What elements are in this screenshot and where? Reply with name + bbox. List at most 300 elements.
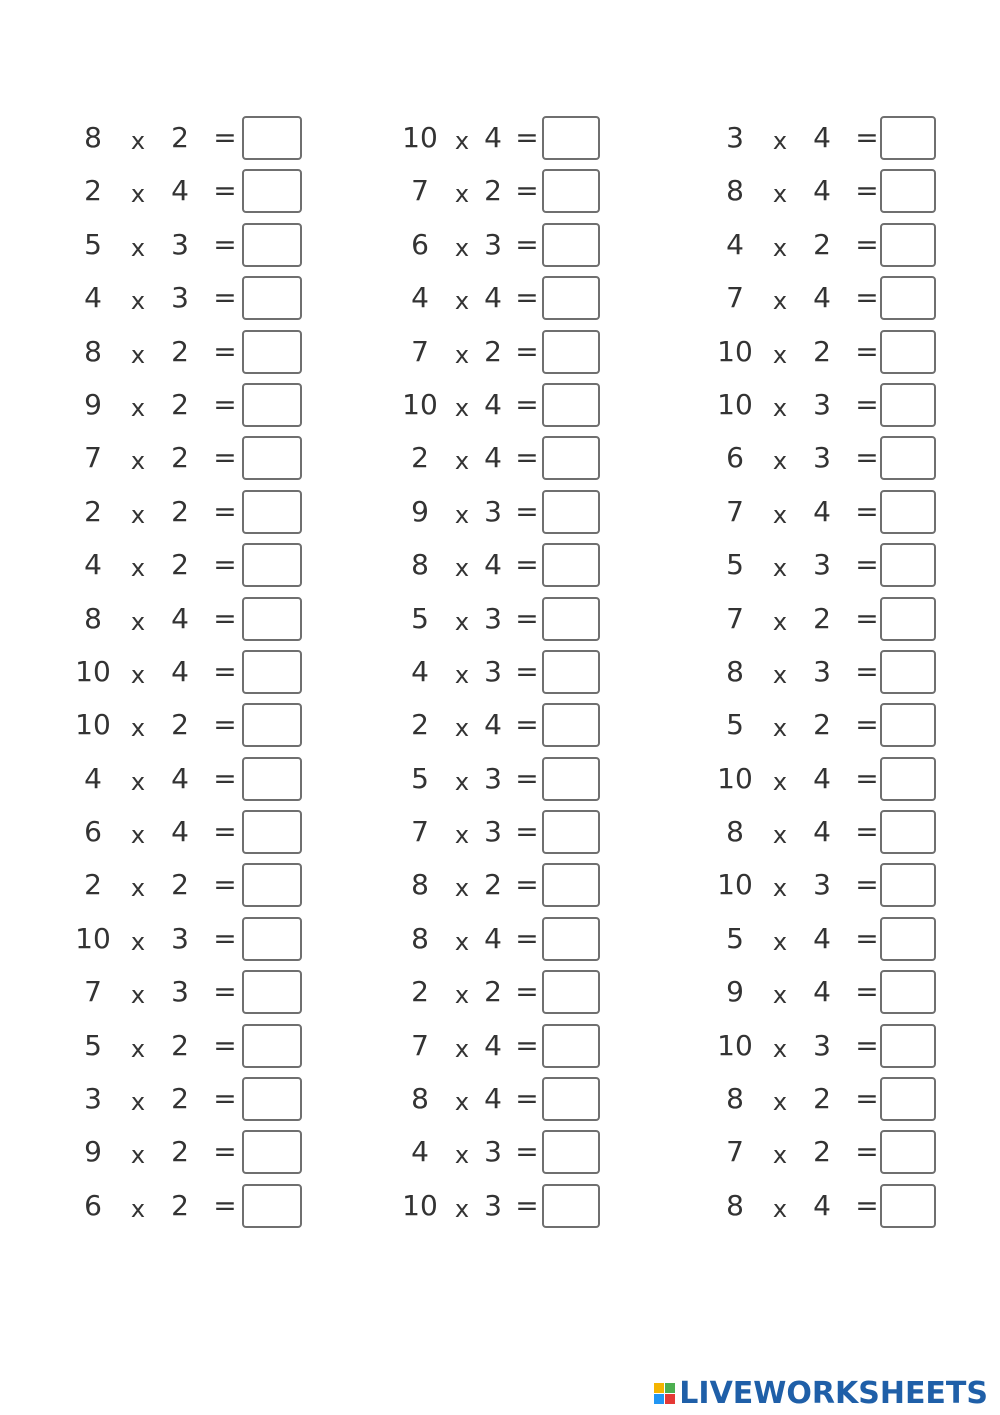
multiply-sign: x xyxy=(772,1141,788,1170)
multiply-sign: x xyxy=(772,447,788,476)
equation-row xyxy=(60,595,320,648)
equals-sign: = xyxy=(855,174,879,208)
first-factor: 10 xyxy=(717,761,753,795)
first-factor: 10 xyxy=(717,868,753,902)
first-factor: 5 xyxy=(84,1028,102,1062)
answer-input[interactable] xyxy=(242,383,302,427)
answer-input[interactable] xyxy=(242,650,302,694)
equals-sign: = xyxy=(515,1082,539,1116)
answer-input[interactable] xyxy=(242,330,302,374)
first-factor: 7 xyxy=(84,975,102,1009)
multiply-sign: x xyxy=(130,874,146,903)
second-factor: 4 xyxy=(171,601,189,635)
answer-input[interactable] xyxy=(542,1077,600,1121)
multiply-sign: x xyxy=(772,1034,788,1063)
second-factor: 2 xyxy=(813,1082,831,1116)
second-factor: 4 xyxy=(813,1188,831,1222)
first-factor: 5 xyxy=(726,548,744,582)
equals-sign: = xyxy=(855,121,879,154)
equation-row xyxy=(390,1182,650,1235)
equation-row xyxy=(390,968,650,1021)
equals-sign: = xyxy=(213,174,237,208)
equals-sign: = xyxy=(213,441,237,475)
multiply-sign: x xyxy=(454,180,470,209)
equals-sign: = xyxy=(515,1135,539,1169)
second-factor: 2 xyxy=(171,494,189,528)
multiply-sign: x xyxy=(130,393,146,422)
equals-sign: = xyxy=(515,868,539,902)
first-factor: 9 xyxy=(411,494,429,528)
first-factor: 8 xyxy=(411,921,429,955)
first-factor: 9 xyxy=(84,387,102,421)
equation-row xyxy=(390,167,650,220)
multiply-sign: x xyxy=(454,607,470,636)
equation-row xyxy=(702,915,962,968)
second-factor: 2 xyxy=(171,334,189,368)
second-factor: 4 xyxy=(484,921,502,955)
multiply-sign: x xyxy=(130,821,146,850)
multiply-sign: x xyxy=(772,767,788,796)
answer-input[interactable] xyxy=(242,1024,302,1068)
answer-input[interactable] xyxy=(542,597,600,641)
equals-sign: = xyxy=(213,227,237,261)
first-factor: 8 xyxy=(84,121,102,154)
multiply-sign: x xyxy=(130,287,146,316)
first-factor: 2 xyxy=(411,975,429,1009)
equals-sign: = xyxy=(213,1028,237,1062)
first-factor: 2 xyxy=(411,441,429,475)
logo-square xyxy=(654,1383,664,1393)
equals-sign: = xyxy=(213,601,237,635)
column-1 xyxy=(60,114,320,1235)
multiply-sign: x xyxy=(772,340,788,369)
answer-input[interactable] xyxy=(542,703,600,747)
equals-sign: = xyxy=(515,174,539,208)
multiply-sign: x xyxy=(454,554,470,583)
second-factor: 4 xyxy=(813,281,831,315)
equals-sign: = xyxy=(515,815,539,849)
equals-sign: = xyxy=(855,334,879,368)
answer-input[interactable] xyxy=(242,597,302,641)
second-factor: 4 xyxy=(171,174,189,208)
equation-row xyxy=(60,968,320,1021)
multiply-sign: x xyxy=(130,340,146,369)
column-2 xyxy=(390,114,650,1235)
answer-input[interactable] xyxy=(542,863,600,907)
answer-input[interactable] xyxy=(880,383,936,427)
answer-input[interactable] xyxy=(880,703,936,747)
equals-sign: = xyxy=(213,868,237,902)
second-factor: 3 xyxy=(171,227,189,261)
equation-row xyxy=(60,861,320,914)
second-factor: 3 xyxy=(171,975,189,1009)
answer-input[interactable] xyxy=(880,1130,936,1174)
second-factor: 2 xyxy=(813,227,831,261)
multiply-sign: x xyxy=(454,1034,470,1063)
second-factor: 3 xyxy=(171,281,189,315)
first-factor: 5 xyxy=(411,761,429,795)
multiply-sign: x xyxy=(454,500,470,529)
equation-row xyxy=(60,328,320,381)
second-factor: 2 xyxy=(171,868,189,902)
multiply-sign: x xyxy=(130,1141,146,1170)
equation-row xyxy=(702,755,962,808)
equals-sign: = xyxy=(855,441,879,475)
second-factor: 2 xyxy=(484,975,502,1009)
answer-input[interactable] xyxy=(242,810,302,854)
second-factor: 2 xyxy=(171,708,189,742)
answer-input[interactable] xyxy=(542,490,600,534)
equation-row xyxy=(60,1128,320,1181)
multiply-sign: x xyxy=(454,714,470,743)
first-factor: 8 xyxy=(84,334,102,368)
second-factor: 4 xyxy=(484,1028,502,1062)
answer-input[interactable] xyxy=(242,169,302,213)
answer-input[interactable] xyxy=(242,490,302,534)
answer-input[interactable] xyxy=(542,650,600,694)
multiply-sign: x xyxy=(454,340,470,369)
answer-input[interactable] xyxy=(542,1184,600,1228)
equals-sign: = xyxy=(515,708,539,742)
answer-input[interactable] xyxy=(542,757,600,801)
answer-input[interactable] xyxy=(880,810,936,854)
equals-sign: = xyxy=(213,387,237,421)
answer-input[interactable] xyxy=(880,116,936,160)
second-factor: 2 xyxy=(813,708,831,742)
second-factor: 3 xyxy=(484,1135,502,1169)
equation-row xyxy=(60,221,320,274)
second-factor: 2 xyxy=(484,334,502,368)
equation-row xyxy=(702,595,962,648)
answer-input[interactable] xyxy=(542,1024,600,1068)
equals-sign: = xyxy=(855,1188,879,1222)
multiply-sign: x xyxy=(130,1194,146,1223)
answer-input[interactable] xyxy=(542,383,600,427)
answer-input[interactable] xyxy=(542,970,600,1014)
answer-input[interactable] xyxy=(242,703,302,747)
equation-row xyxy=(60,1182,320,1235)
multiply-sign: x xyxy=(130,554,146,583)
answer-input[interactable] xyxy=(880,1024,936,1068)
multiply-sign: x xyxy=(772,821,788,850)
equation-row xyxy=(390,595,650,648)
second-factor: 3 xyxy=(813,441,831,475)
second-factor: 4 xyxy=(171,815,189,849)
equation-row xyxy=(702,1022,962,1075)
first-factor: 9 xyxy=(84,1135,102,1169)
multiply-sign: x xyxy=(130,180,146,209)
second-factor: 3 xyxy=(484,815,502,849)
first-factor: 6 xyxy=(84,815,102,849)
multiply-sign: x xyxy=(454,981,470,1010)
first-factor: 10 xyxy=(75,708,111,742)
multiply-sign: x xyxy=(454,767,470,796)
multiply-sign: x xyxy=(454,874,470,903)
first-factor: 10 xyxy=(402,121,438,154)
equals-sign: = xyxy=(855,868,879,902)
equation-row xyxy=(60,915,320,968)
first-factor: 10 xyxy=(75,921,111,955)
answer-input[interactable] xyxy=(242,757,302,801)
equation-row xyxy=(390,221,650,274)
equation-row xyxy=(390,808,650,861)
answer-input[interactable] xyxy=(542,917,600,961)
equals-sign: = xyxy=(855,975,879,1009)
equation-row xyxy=(60,434,320,487)
second-factor: 2 xyxy=(171,1135,189,1169)
answer-input[interactable] xyxy=(880,1077,936,1121)
multiply-sign: x xyxy=(130,927,146,956)
answer-input[interactable] xyxy=(880,490,936,534)
answer-input[interactable] xyxy=(242,543,302,587)
answer-input[interactable] xyxy=(242,1130,302,1174)
second-factor: 3 xyxy=(484,1188,502,1222)
equation-row xyxy=(702,328,962,381)
second-factor: 4 xyxy=(813,975,831,1009)
equals-sign: = xyxy=(855,548,879,582)
first-factor: 4 xyxy=(84,281,102,315)
answer-input[interactable] xyxy=(542,436,600,480)
equals-sign: = xyxy=(855,921,879,955)
answer-input[interactable] xyxy=(542,116,600,160)
multiply-sign: x xyxy=(772,233,788,262)
equals-sign: = xyxy=(213,921,237,955)
first-factor: 8 xyxy=(726,815,744,849)
equals-sign: = xyxy=(855,708,879,742)
first-factor: 7 xyxy=(411,815,429,849)
first-factor: 3 xyxy=(84,1082,102,1116)
equals-sign: = xyxy=(515,494,539,528)
equals-sign: = xyxy=(515,1028,539,1062)
first-factor: 8 xyxy=(726,1082,744,1116)
first-factor: 5 xyxy=(84,227,102,261)
equation-row xyxy=(702,1182,962,1235)
answer-input[interactable] xyxy=(242,917,302,961)
second-factor: 3 xyxy=(813,387,831,421)
answer-input[interactable] xyxy=(880,223,936,267)
second-factor: 4 xyxy=(484,441,502,475)
equals-sign: = xyxy=(855,1082,879,1116)
first-factor: 7 xyxy=(726,1135,744,1169)
equals-sign: = xyxy=(515,121,539,154)
equals-sign: = xyxy=(855,494,879,528)
liveworksheets-branding[interactable] xyxy=(654,1376,988,1411)
first-factor: 7 xyxy=(411,174,429,208)
equation-row xyxy=(390,381,650,434)
first-factor: 4 xyxy=(84,761,102,795)
equation-row xyxy=(390,1128,650,1181)
equation-row xyxy=(702,968,962,1021)
first-factor: 2 xyxy=(84,868,102,902)
equals-sign: = xyxy=(515,761,539,795)
second-factor: 4 xyxy=(171,761,189,795)
equation-row xyxy=(60,808,320,861)
multiply-sign: x xyxy=(130,127,146,155)
answer-input[interactable] xyxy=(542,223,600,267)
answer-input[interactable] xyxy=(542,330,600,374)
second-factor: 2 xyxy=(171,1028,189,1062)
multiply-sign: x xyxy=(454,233,470,262)
second-factor: 2 xyxy=(171,387,189,421)
equals-sign: = xyxy=(213,1135,237,1169)
equals-sign: = xyxy=(213,281,237,315)
equals-sign: = xyxy=(515,281,539,315)
second-factor: 3 xyxy=(813,1028,831,1062)
answer-input[interactable] xyxy=(880,597,936,641)
equals-sign: = xyxy=(515,334,539,368)
second-factor: 2 xyxy=(484,174,502,208)
multiply-sign: x xyxy=(772,287,788,316)
multiply-sign: x xyxy=(130,1034,146,1063)
multiply-sign: x xyxy=(130,981,146,1010)
equals-sign: = xyxy=(213,654,237,688)
multiply-sign: x xyxy=(454,393,470,422)
multiply-sign: x xyxy=(772,874,788,903)
first-factor: 7 xyxy=(84,441,102,475)
equation-row xyxy=(702,488,962,541)
answer-input[interactable] xyxy=(242,223,302,267)
answer-input[interactable] xyxy=(542,169,600,213)
equation-row xyxy=(60,541,320,594)
equation-row xyxy=(702,221,962,274)
first-factor: 4 xyxy=(411,281,429,315)
equation-row xyxy=(390,701,650,754)
multiply-sign: x xyxy=(772,981,788,1010)
first-factor: 8 xyxy=(84,601,102,635)
first-factor: 5 xyxy=(726,708,744,742)
equation-row xyxy=(60,488,320,541)
answer-input[interactable] xyxy=(880,650,936,694)
equals-sign: = xyxy=(213,334,237,368)
second-factor: 3 xyxy=(484,601,502,635)
equals-sign: = xyxy=(213,708,237,742)
multiply-sign: x xyxy=(130,607,146,636)
first-factor: 7 xyxy=(726,601,744,635)
first-factor: 8 xyxy=(411,868,429,902)
multiply-sign: x xyxy=(454,660,470,689)
multiply-sign: x xyxy=(772,660,788,689)
liveworksheets-logo-icon xyxy=(654,1383,675,1404)
equals-sign: = xyxy=(855,387,879,421)
multiply-sign: x xyxy=(454,447,470,476)
logo-square xyxy=(665,1394,675,1404)
second-factor: 4 xyxy=(484,281,502,315)
equation-row xyxy=(390,915,650,968)
answer-input[interactable] xyxy=(242,970,302,1014)
equation-row xyxy=(60,1075,320,1128)
answer-input[interactable] xyxy=(880,169,936,213)
multiply-sign: x xyxy=(772,393,788,422)
equals-sign: = xyxy=(213,975,237,1009)
equation-row xyxy=(702,274,962,327)
answer-input[interactable] xyxy=(242,276,302,320)
answer-input[interactable] xyxy=(542,276,600,320)
answer-input[interactable] xyxy=(880,757,936,801)
equals-sign: = xyxy=(213,121,237,154)
first-factor: 4 xyxy=(84,548,102,582)
answer-input[interactable] xyxy=(242,863,302,907)
answer-input[interactable] xyxy=(880,917,936,961)
first-factor: 10 xyxy=(717,334,753,368)
multiply-sign: x xyxy=(454,1088,470,1117)
equation-row xyxy=(702,381,962,434)
answer-input[interactable] xyxy=(542,543,600,587)
equation-row xyxy=(702,648,962,701)
answer-input[interactable] xyxy=(880,1184,936,1228)
first-factor: 2 xyxy=(84,494,102,528)
equals-sign: = xyxy=(855,227,879,261)
equation-row xyxy=(60,1022,320,1075)
multiply-sign: x xyxy=(772,714,788,743)
second-factor: 2 xyxy=(813,334,831,368)
second-factor: 4 xyxy=(813,174,831,208)
equation-row xyxy=(390,114,650,167)
second-factor: 4 xyxy=(813,121,831,154)
answer-input[interactable] xyxy=(880,863,936,907)
second-factor: 4 xyxy=(484,387,502,421)
answer-input[interactable] xyxy=(242,116,302,160)
first-factor: 7 xyxy=(726,494,744,528)
equals-sign: = xyxy=(515,227,539,261)
answer-input[interactable] xyxy=(880,276,936,320)
answer-input[interactable] xyxy=(242,436,302,480)
answer-input[interactable] xyxy=(880,330,936,374)
second-factor: 3 xyxy=(484,494,502,528)
second-factor: 4 xyxy=(171,654,189,688)
first-factor: 8 xyxy=(726,1188,744,1222)
second-factor: 2 xyxy=(171,441,189,475)
multiply-sign: x xyxy=(454,821,470,850)
second-factor: 3 xyxy=(813,868,831,902)
second-factor: 2 xyxy=(171,1188,189,1222)
answer-input[interactable] xyxy=(880,436,936,480)
multiply-sign: x xyxy=(772,1194,788,1223)
equation-row xyxy=(702,808,962,861)
multiply-sign: x xyxy=(130,1088,146,1117)
first-factor: 3 xyxy=(726,121,744,154)
answer-input[interactable] xyxy=(242,1077,302,1121)
equals-sign: = xyxy=(213,815,237,849)
first-factor: 8 xyxy=(726,654,744,688)
first-factor: 6 xyxy=(411,227,429,261)
multiply-sign: x xyxy=(772,607,788,636)
column-3 xyxy=(702,114,962,1235)
first-factor: 5 xyxy=(726,921,744,955)
equals-sign: = xyxy=(213,1082,237,1116)
multiply-sign: x xyxy=(130,660,146,689)
multiply-sign: x xyxy=(772,127,788,155)
answer-input[interactable] xyxy=(880,543,936,587)
equals-sign: = xyxy=(855,815,879,849)
answer-input[interactable] xyxy=(242,1184,302,1228)
multiply-sign: x xyxy=(130,500,146,529)
answer-input[interactable] xyxy=(880,970,936,1014)
equals-sign: = xyxy=(515,1188,539,1222)
answer-input[interactable] xyxy=(542,1130,600,1174)
equation-row xyxy=(702,434,962,487)
second-factor: 2 xyxy=(484,868,502,902)
second-factor: 4 xyxy=(484,548,502,582)
equation-row xyxy=(60,114,320,167)
second-factor: 4 xyxy=(484,708,502,742)
equals-sign: = xyxy=(213,761,237,795)
answer-input[interactable] xyxy=(542,810,600,854)
first-factor: 2 xyxy=(411,708,429,742)
equation-row xyxy=(390,434,650,487)
equation-row xyxy=(60,274,320,327)
equals-sign: = xyxy=(213,494,237,528)
multiply-sign: x xyxy=(454,927,470,956)
